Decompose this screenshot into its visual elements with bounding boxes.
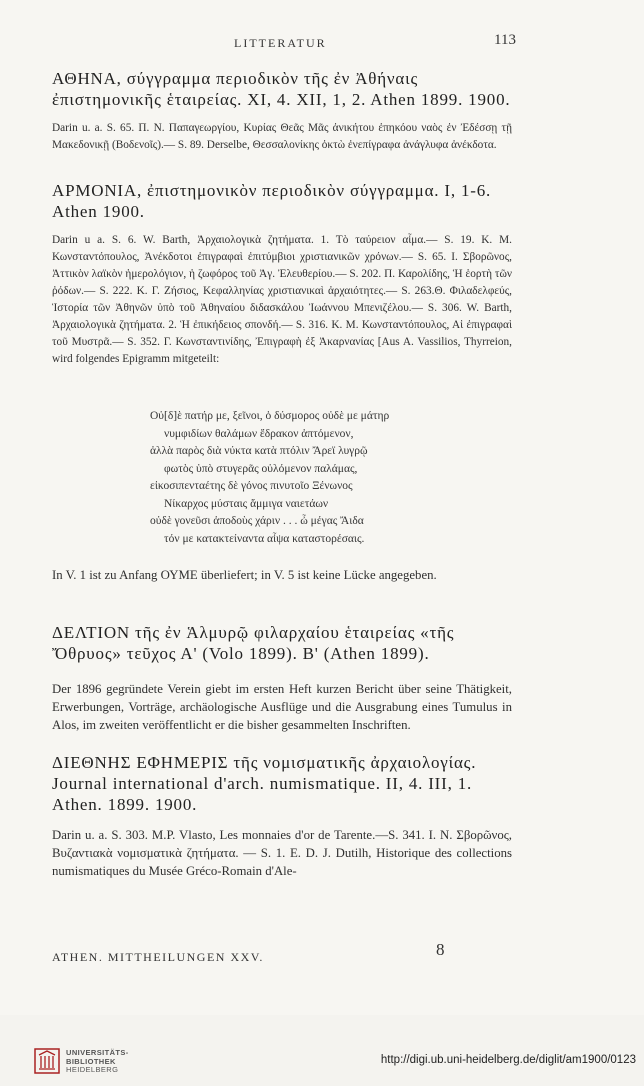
entry-text-harmonia: Darin u a. S. 6. W. Barth, Ἀρχαιολογικὰ ζητήματα. 1. Τὸ ταύρειον αἷμα.— S. 19. K. M. Κωνσταντόπουλος, Ἀνέκδοτοι ἐπιγραφαὶ ἐπιτύμβιοι χριστιανικῶν χρόνων.— S. 65. I. Σβορῶνος, Ἀττικὸν λαϊκὸν ἡμερολόγιον, ἡ ζωφόρος τοῦ Ἀγ. Ἐλευθερίου.— S. 202. Π. Καρολίδης, Ἡ ἑορτὴ τῶν ῥόδων.— S. 222. K. Γ. Ζήσιος, Κεφαλληνίας χριστιανικαὶ ἀρχαιότητες.— S. 263.Θ. Φιλαδελφεύς, Ἱστορία τῶν Ἀθηνῶν ὑπὸ τοῦ Ἀθηναίου διδασκάλου Ἰωάννου Μπενιζέλου.— S. 306. W. Barth, Ἀρχαιολογικὰ ζητήματα. 2. Ἡ ἐπικήδειος σπονδή.— S. 316. K. M. Κωνσταντόπουλος, Αἱ ἐπιγραφαὶ τοῦ Μυστρᾶ.— S. 352. Γ. Κωνσταντινίδης, Ἐπιγραφὴ ἐξ Ἀκαρνανίας [Aus A. Vassilios, Thyrreion, wird folgendes Epigramm mitgeteilt: [52,234,512,365]
source-url-link[interactable]: http://digi.ub.uni-heidelberg.de/diglit/am1900/0123 [380,1054,636,1066]
epigram-line: Νίκαρχος μύσταις ἄμμιγα ναιετάων [164,497,329,510]
footer-journal: ATHEN. MITTHEILUNGEN XXV. [52,950,264,964]
epigram-line: τόν με κατακτείναντα αἶψα καταστορέσαις. [164,532,365,545]
entry-title-deltion: ΔΕΛΤΙΟΝ τῆς ἐν Ἁλμυρῷ φιλαρχαίου ἑταιρείας «τῆς Ὄθρυος» τεῦχος Α' (Volo 1899). Β' (Athen 1899). [52,623,455,663]
entry-text-deltion: Der 1896 gegründete Verein giebt im ersten Heft kurzen Bericht über seine Thätigkeit, Erwerbungen, Vorträge, archäologische Ausflüge und die Ausgrabung eines Tumulus in Alos, im zweiten veröffentlicht er die bisher gesammelten Inschriften. [52,682,512,732]
epigram-line: οὐδὲ γονεῦσι ἀποδοὺς χάριν . . . ὦ μέγας Ἄιδα [150,515,364,527]
page-footer [52,940,512,965]
entry-title-diethnes: ΔΙΕΘΝΗΣ ΕΦΗΜΕΡΙΣ τῆς νομισματικῆς ἀρχαιολογίας. Journal international d'arch. numismatique. II, 4. III, 1. Athen. 1899. 1900. [52,753,477,814]
library-name-line: HEIDELBERG [66,1065,119,1074]
epigram-line: εἰκοσιπενταέτης δὲ γόνος πινυτοῖο Ξένωνος [150,480,353,492]
running-head [26,32,516,54]
entry-text-diethnes: Darin u. a. S. 303. M.P. Vlasto, Les monnaies d'or de Tarente.—S. 341. I. N. Σβορῶνος, Βυζαντιακὰ νομισματικὰ ζητήματα. — S. 1. E. D. J. Dutilh, Historique des collections numismatiques du Musée Gréco-Romain d'Ale- [52,828,512,878]
epigram [150,408,490,548]
sheet-signature: 8 [436,940,445,959]
entry-title-athena: ΑΘΗΝΑ, σύγγραμμα περιοδικὸν τῆς ἐν Ἀθήναις ἐπιστημονικῆς ἑταιρείας. XI, 4. XII, 1, 2. Athen 1899. 1900. [52,69,511,109]
epigram-line: Οὐ[δ]ὲ πατήρ με, ξεῖνοι, ὁ δύσμορος οὐδὲ με μάτηρ [150,410,390,422]
library-bar [0,1024,644,1086]
library-name-line: UNIVERSITÄTS- [66,1048,129,1057]
epigram-note: In V. 1 ist zu Anfang ΟΥΜΕ überliefert; in V. 5 ist keine Lücke angegeben. [52,568,437,582]
running-head-title: LITTERATUR [234,36,327,50]
library-name [66,1049,129,1075]
library-logo-icon [34,1048,60,1074]
entry-title-harmonia: ΑΡΜΟΝΙΑ, ἐπιστημονικὸν περιοδικὸν σύγγραμμα. I, 1-6. Athen 1900. [52,181,492,221]
library-name-line: BIBLIOTHEK [66,1056,116,1066]
page-number: 113 [494,32,516,48]
entry-text-athena: Darin u. a. S. 65. Π. Ν. Παπαγεωργίου, Κυρίας Θεᾶς Μᾶς ἀνικήτου ἐπηκόου ναὸς ἐν Ἐδέσσῃ τῇ Μακεδονικῇ (Βοδενοῖς).— S. 89. Derselbe, Θεσσαλονίκης ὀκτὼ ἐνεπίγραφα ἀνάγλυφα ἀνέκδοτα. [52,122,512,151]
epigram-line: φωτὸς ὑπὸ στυγερᾶς οὐλόμενον παλάμας, [164,462,358,475]
epigram-line: ἀλλὰ παρὸς διὰ νύκτα κατὰ πτόλιν Ἄρεϊ λυγρῷ [150,445,368,457]
epigram-line: νυμφιδίων θαλάμων ἔδρακον ἁπτόμενον, [164,427,354,440]
